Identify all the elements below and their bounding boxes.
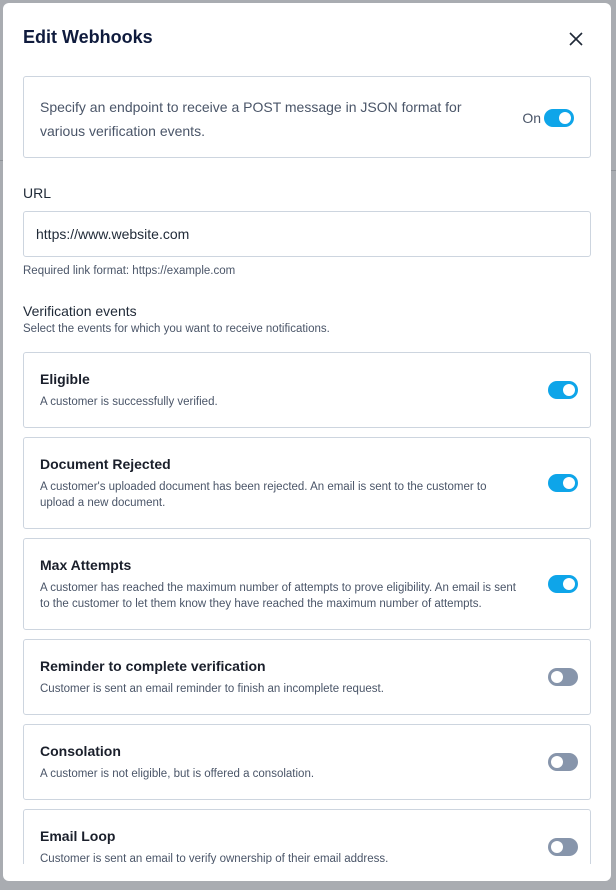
- event-toggle[interactable]: [548, 474, 578, 492]
- event-toggle[interactable]: [548, 381, 578, 399]
- background-divider: [611, 170, 616, 171]
- event-card: [23, 538, 591, 630]
- webhooks-enable-panel: [23, 76, 591, 158]
- events-title: Verification events: [23, 303, 137, 319]
- intro-text: Specify an endpoint to receive a POST message in JSON format for various verification events.: [40, 99, 462, 139]
- event-toggle[interactable]: [548, 668, 578, 686]
- event-card: [23, 724, 591, 800]
- events-subtitle: Select the events for which you want to receive notifications.: [23, 323, 330, 335]
- event-card: [23, 809, 591, 864]
- event-title: Consolation: [40, 743, 121, 759]
- edit-webhooks-modal: [3, 3, 611, 881]
- event-title: Document Rejected: [40, 456, 171, 472]
- close-icon: [565, 28, 587, 50]
- event-description: Customer is sent an email to verify ownership of their email address.: [40, 853, 389, 864]
- event-card: [23, 437, 591, 529]
- url-label: URL: [23, 185, 52, 201]
- url-help-text: Required link format: https://example.com: [23, 265, 236, 277]
- event-toggle[interactable]: [548, 753, 578, 771]
- close-button[interactable]: [565, 28, 587, 50]
- event-description: Customer is sent an email reminder to finish an incomplete request.: [40, 683, 384, 695]
- event-description: A customer is successfully verified.: [40, 396, 218, 408]
- url-input[interactable]: [23, 211, 591, 257]
- webhooks-toggle[interactable]: [544, 109, 574, 127]
- event-title: Eligible: [40, 371, 90, 387]
- event-description: A customer's uploaded document has been rejected. An email is sent to the customer to upload a new document.: [40, 481, 487, 509]
- event-title: Max Attempts: [40, 557, 132, 573]
- event-title: Email Loop: [40, 828, 116, 844]
- event-toggle[interactable]: [548, 575, 578, 593]
- toggle-label: On: [522, 110, 541, 126]
- event-description: A customer is not eligible, but is offered a consolation.: [40, 768, 315, 780]
- event-toggle[interactable]: [548, 838, 578, 856]
- modal-title: Edit Webhooks: [23, 27, 153, 47]
- modal-body[interactable]: [23, 76, 591, 864]
- event-description: A customer has reached the maximum number of attempts to prove eligibility. An email is sent to the customer to let them know they have reached the maximum number of attempts.: [40, 582, 516, 610]
- event-title: Reminder to complete verification: [40, 658, 266, 674]
- event-card: [23, 639, 591, 715]
- event-card: [23, 352, 591, 428]
